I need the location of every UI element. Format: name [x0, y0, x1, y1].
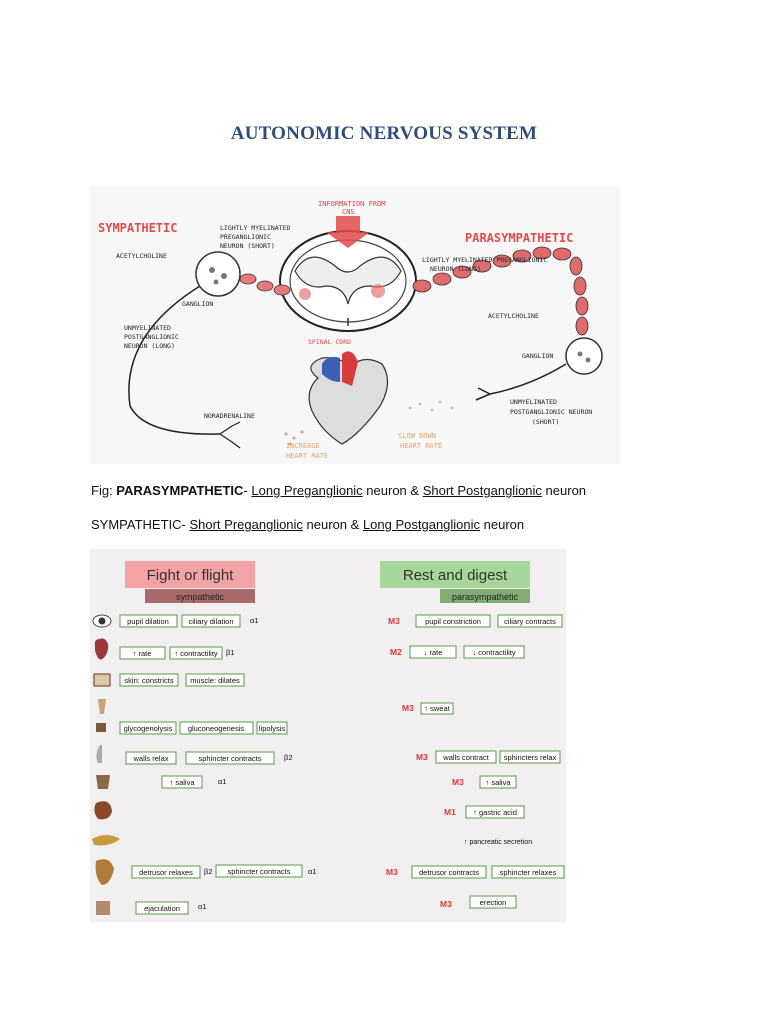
blood-vessel-icon — [94, 674, 110, 686]
r6-p2: sphincters relax — [503, 753, 557, 762]
ganglion-left: GANGLION — [182, 300, 214, 308]
ach-left: ACETYLCHOLINE — [116, 252, 167, 260]
r11-l1: ejaculation — [144, 904, 180, 913]
r1-lr: α1 — [250, 616, 259, 625]
caption1-mid: neuron & — [362, 483, 423, 498]
unmyel-left-1: UNMYELINATED — [124, 324, 171, 332]
info-label-1: INFORMATION FROM — [318, 200, 386, 208]
r1-l1: pupil dilation — [127, 617, 169, 626]
genital-icon — [96, 901, 110, 915]
sympathetic-label: SYMPATHETIC — [98, 221, 178, 235]
increase-2: HEART RATE — [286, 452, 329, 460]
lightly-pre-1: LIGHTLY MYELINATED — [220, 224, 291, 232]
rest-title: Rest and digest — [402, 567, 508, 584]
unmyel-left-3: NEURON (LONG) — [124, 342, 175, 350]
caption1-dash: - — [243, 483, 252, 498]
r8-p1: ↑ gastric acid — [473, 808, 517, 817]
r6-lr: β2 — [284, 753, 293, 762]
r10-l1: detrusor relaxes — [139, 868, 193, 877]
r6-m: M3 — [416, 752, 428, 762]
r10-p1: detrusor contracts — [418, 868, 480, 877]
r7-l1: ↑ saliva — [169, 778, 195, 787]
caption2-u2: Long Postganglionic — [362, 517, 481, 532]
r10-m: M3 — [386, 867, 398, 877]
r4-p1: ↑ sweat — [424, 704, 450, 713]
r2-lr: β1 — [226, 648, 235, 657]
r11-p1: erection — [479, 898, 507, 907]
r7-m: M3 — [452, 777, 464, 787]
lightly-para-2: NEURON (LONG) — [430, 265, 481, 273]
eye-icon — [93, 615, 111, 627]
r1-p1: pupil constriction — [425, 617, 481, 626]
caption2-u1: Short Preganglionic — [189, 517, 303, 532]
r2-l2: ↑ contractility — [174, 649, 218, 658]
caption-sympathetic — [91, 517, 524, 532]
fight-sub: sympathetic — [175, 592, 225, 602]
page-title: AUTONOMIC NERVOUS SYSTEM — [230, 123, 538, 144]
r7-lr: α1 — [218, 777, 227, 786]
lightly-para-1: LIGHTLY MYELINATED PREGANGLIONIC — [422, 256, 548, 264]
unmyel-right-3: (SHORT) — [532, 418, 560, 426]
r5-l1: glycogenolysis — [123, 724, 173, 733]
rest-sub: parasympathetic — [451, 592, 519, 602]
caption2-lead: SYMPATHETIC- — [91, 517, 190, 532]
r9-p1: ↑ pancreatic secretion — [464, 839, 533, 846]
unmyel-right-1: UNMYELINATED — [510, 398, 557, 406]
r1-l2: ciliary dilation — [188, 617, 234, 626]
right-ganglion-icon — [566, 338, 602, 374]
caption2-suffix: neuron — [480, 517, 525, 532]
lightly-pre-3: NEURON (SHORT) — [220, 242, 275, 250]
caption1-bold: PARASYMPATHETIC — [116, 483, 244, 498]
unmyel-right-2: POSTGANGLIONIC NEURON — [510, 408, 593, 416]
r6-l2: sphincter contracts — [198, 754, 262, 763]
r1-p2: ciliary contracts — [504, 617, 556, 626]
info-label-2: CNS — [342, 208, 355, 216]
caption1-u2: Short Postganglionic — [422, 483, 542, 498]
r10-lr2: α1 — [308, 867, 317, 876]
r10-p2: sphincter relaxes — [499, 868, 557, 877]
caption2-mid: neuron & — [302, 517, 363, 532]
r2-p1: ↓ rate — [423, 648, 443, 657]
r3-l2: muscle: dilates — [190, 676, 240, 685]
r11-m: M3 — [440, 899, 452, 909]
r2-m: M2 — [390, 647, 402, 657]
r6-p1: walls contract — [443, 753, 489, 762]
increase-1: INCREASE — [286, 442, 320, 450]
left-ganglion-icon — [196, 252, 240, 296]
slow-2: HEART RATE — [400, 442, 443, 450]
r7-p1: ↑ saliva — [485, 778, 511, 787]
noradrenaline-label: NORADRENALINE — [204, 412, 255, 420]
liver-icon — [96, 723, 106, 732]
caption1-u1: Long Preganglionic — [251, 483, 363, 498]
r10-l2: sphincter contracts — [227, 867, 291, 876]
lightly-pre-2: PREGANGLIONIC — [220, 233, 271, 241]
r5-l3: lipolysis — [258, 724, 286, 733]
slow-1: SLOW DOWN — [398, 432, 436, 440]
ans-pathway-diagram — [90, 186, 620, 464]
unmyel-left-2: POSTGANGLIONIC — [124, 333, 179, 341]
r4-m: M3 — [402, 703, 414, 713]
r10-lr1: β2 — [204, 867, 213, 876]
salivary-gland-icon — [96, 775, 110, 789]
caption-parasympathetic — [91, 483, 586, 498]
sympathetic-parasympathetic-effects-figure — [90, 549, 566, 922]
r8-m: M1 — [444, 807, 456, 817]
ach-right: ACETYLCHOLINE — [488, 312, 539, 320]
caption1-suffix: neuron — [541, 483, 587, 498]
r3-l1: skin: constricts — [124, 676, 174, 685]
caption1-prefix: Fig: — [91, 483, 117, 498]
fight-title: Fight or flight — [146, 567, 234, 584]
spinal-cord-label: SPINAL CORD — [308, 338, 352, 346]
r5-l2: gluconeogenesis — [187, 724, 245, 733]
ganglion-right: GANGLION — [522, 352, 554, 360]
r11-lr: α1 — [198, 902, 207, 911]
r6-l1: walls relax — [133, 754, 169, 763]
r1-m: M3 — [388, 616, 400, 626]
r2-p2: ↓ contractility — [472, 648, 516, 657]
r2-l1: ↑ rate — [132, 649, 152, 658]
parasympathetic-label: PARASYMPATHETIC — [465, 231, 574, 245]
